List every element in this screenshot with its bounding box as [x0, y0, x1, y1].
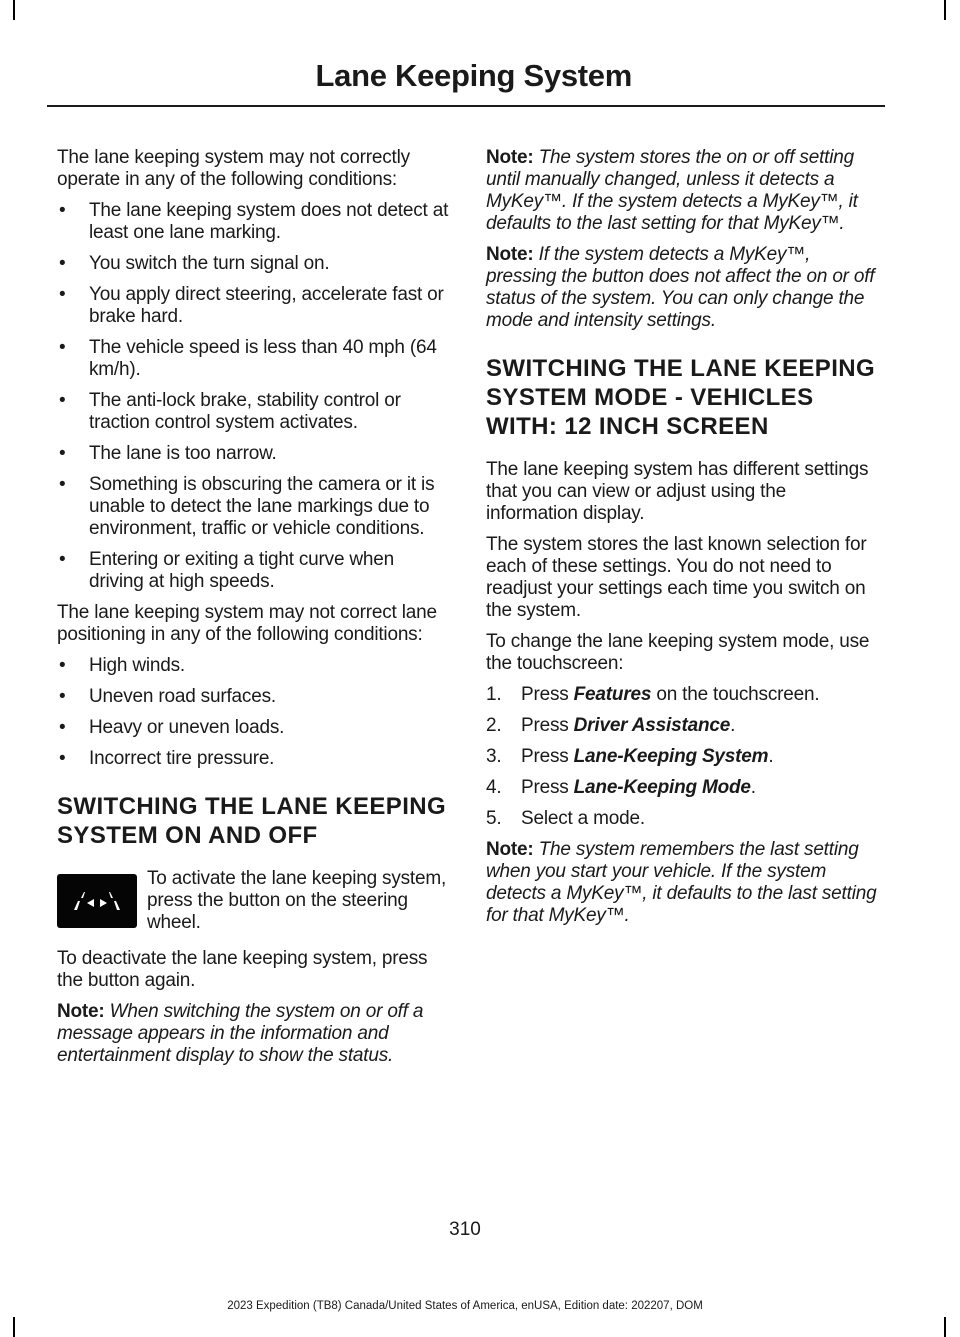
note [486, 244, 882, 332]
deactivate-text: To deactivate the lane keeping system, press the button again. [57, 948, 428, 991]
step-text: . [750, 777, 756, 798]
step-emphasis: Driver Assistance [573, 715, 731, 736]
page-number: 310 [449, 1219, 481, 1240]
step-emphasis: Lane-Keeping Mode [573, 777, 751, 798]
paragraph: To change the lane keeping system mode, use the touchscreen: [486, 631, 870, 674]
note [486, 147, 882, 235]
step-text: Press [521, 777, 574, 798]
note-text: If the system detects a MyKey™, pressing the button does not affect the on or off status of the system. You can only change the mode and intensity settings. [486, 244, 875, 331]
page-title: Lane Keeping System [315, 58, 632, 93]
note-text: The system remembers the last setting when you start your vehicle. If the system detects a MyKey™, it defaults to the last setting for that MyKey™. [486, 839, 877, 926]
crop-mark-top-right [944, 0, 946, 20]
list-item: • You apply direct steering, accelerate fast or brake hard. [57, 284, 449, 328]
list-item: • Uneven road surfaces. [57, 686, 449, 708]
note [486, 839, 882, 927]
activate-row [57, 868, 449, 934]
note-label: Note: [486, 244, 534, 265]
footer: 2023 Expedition (TB8) Canada/United States of America, enUSA, Edition date: 202207, DOM [227, 1300, 703, 1312]
note-label: Note: [486, 839, 534, 860]
left-column [57, 147, 449, 1076]
list-item [486, 715, 882, 737]
right-column [486, 147, 882, 936]
paragraph: The lane keeping system has different settings that you can view or adjust using the information display. [486, 459, 869, 524]
list-item: • Heavy or uneven loads. [57, 717, 449, 739]
paragraph: The system stores the last known selection for each of these settings. You do not need to readjust your settings each time you switch on the system. [486, 534, 867, 621]
step-text: . [768, 746, 774, 767]
list-item [486, 808, 882, 830]
conditions-list-2 [57, 655, 449, 770]
step-number: 1. [486, 684, 502, 705]
section-heading-on-off: SWITCHING THE LANE KEEPING SYSTEM ON AND OFF [57, 793, 447, 849]
step-number: 2. [486, 715, 502, 736]
list-item: • The lane is too narrow. [57, 443, 449, 465]
activate-text: To activate the lane keeping system, press the button on the steering wheel. [147, 868, 447, 933]
step-number: 4. [486, 777, 502, 798]
step-text: on the touchscreen. [651, 684, 820, 705]
note [57, 1001, 449, 1067]
step-text: Press [521, 684, 574, 705]
step-text: Press [521, 746, 574, 767]
list-item: • The anti-lock brake, stability control or traction control system activates. [57, 390, 449, 434]
step-number: 3. [486, 746, 502, 767]
step-emphasis: Features [573, 684, 652, 705]
step-text: . [730, 715, 736, 736]
list-item: • High winds. [57, 655, 449, 677]
list-item: • The lane keeping system does not detect at least one lane marking. [57, 200, 449, 244]
list-item: • Incorrect tire pressure. [57, 748, 449, 770]
list-item: • You switch the turn signal on. [57, 253, 449, 275]
step-emphasis: Lane-Keeping System [573, 746, 769, 767]
note-label: Note: [57, 1001, 105, 1022]
list-item: • The vehicle speed is less than 40 mph (64 km/h). [57, 337, 449, 381]
list-item: • Entering or exiting a tight curve when driving at high speeds. [57, 549, 449, 593]
conditions-list [57, 200, 449, 593]
section-heading-mode: SWITCHING THE LANE KEEPING SYSTEM MODE - VEHICLES WITH: 12 INCH SCREEN [486, 355, 876, 440]
intro-paragraph: The lane keeping system may not correctly operate in any of the following conditions: [57, 147, 410, 190]
steps-list [486, 684, 882, 830]
list-item [486, 777, 882, 799]
list-item [486, 746, 882, 768]
note-label: Note: [486, 147, 534, 168]
note-text: The system stores the on or off setting until manually changed, unless it detects a MyKey™. If the system detects a MyKey™, it defaults to the last setting for that MyKey™. [486, 147, 858, 234]
header-divider [47, 105, 885, 107]
step-text: Press [521, 715, 574, 736]
lane-keeping-icon [57, 874, 137, 928]
step-text: Select a mode. [521, 808, 645, 829]
crop-mark-bottom-right [944, 1317, 946, 1337]
crop-mark-top-left [13, 0, 15, 20]
intro-paragraph-2: The lane keeping system may not correct lane positioning in any of the following conditions: [57, 602, 437, 645]
crop-mark-bottom-left [13, 1317, 15, 1337]
note-text: When switching the system on or off a message appears in the information and entertainment display to show the status. [57, 1001, 424, 1066]
step-number: 5. [486, 808, 502, 829]
list-item: • Something is obscuring the camera or it is unable to detect the lane markings due to environment, traffic or vehicle conditions. [57, 474, 449, 540]
list-item [486, 684, 882, 706]
